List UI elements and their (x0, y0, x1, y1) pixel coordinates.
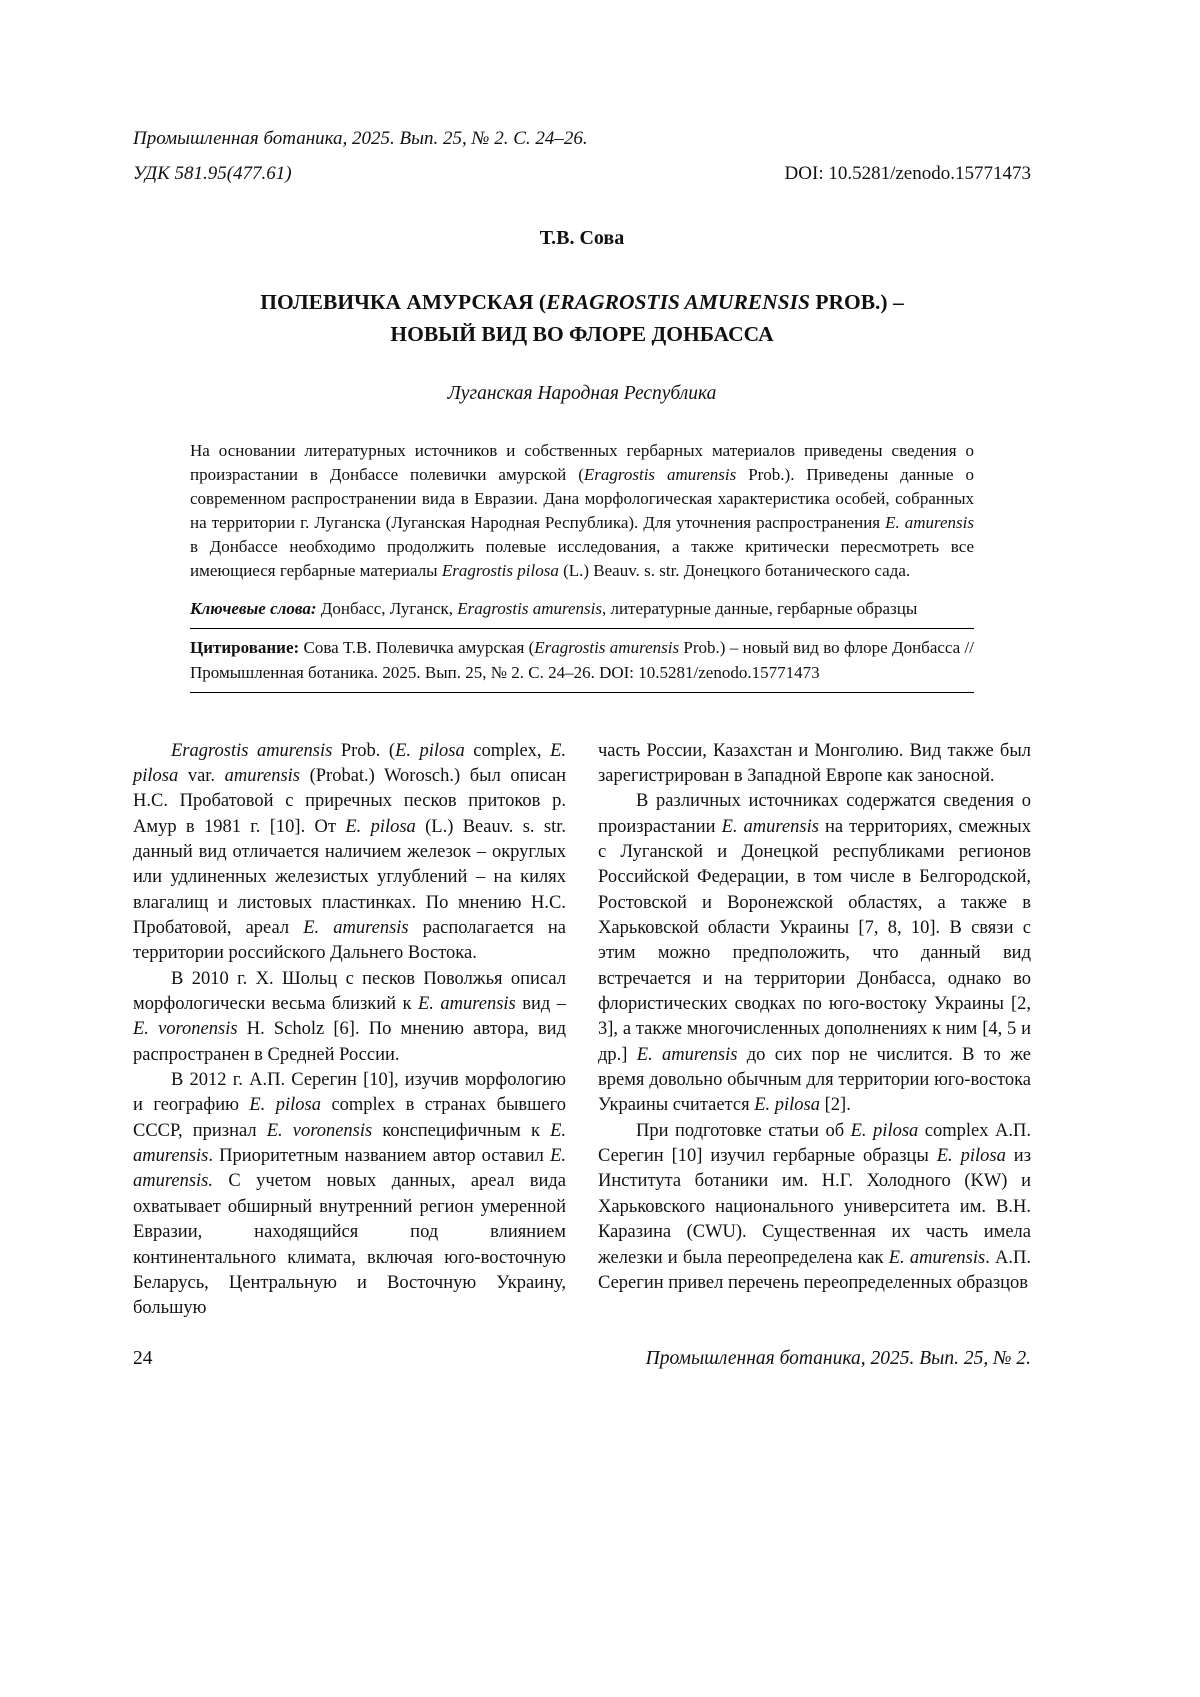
journal-header: Промышленная ботаника, 2025. Вып. 25, № 2. С. 24–26. (133, 128, 588, 149)
doi: DOI: 10.5281/zenodo.15771473 (784, 163, 1031, 184)
paragraph: В различных источниках содержатся сведения о произрастании E. amurensis на территориях, смежных с Луганской и Донецкой республиками регионов Российской Федерации, в том числе в Белгородской, Ростовской и Воронежской областях, а также в Харьковской области Украины [7, 8, 10]. В связи с этим можно предположить, что данный вид встречается и на территории Донбасса, однако во флористических сводках по юго-востоку Украины [2, 3], а также многочисленных дополнениях к ним [4, 5 и др.] E. amurensis до сих пор не числится. В то же время довольно обычным для территории юго-востока Украины считается E. pilosa [2]. (598, 791, 1031, 1116)
author-name: Т.В. Сова (539, 227, 625, 249)
paragraph: часть России, Казахстан и Монголию. Вид также был зарегистрирован в Западной Европе как заносной. (598, 740, 1031, 786)
paragraph: В 2012 г. А.П. Серегин [10], изучив морфологию и географию E. pilosa complex в странах бывшего СССР, признал E. voronensis конспецифичным к E. amurensis. Приоритетным названием автор оставил E. amurensis. С учетом новых данных, ареал вида охватывает обширный внутренний регион умеренной Евразии, находящийся под влиянием континентального климата, включая юго-восточную Беларусь, Центральную и Восточную Украину, большую (133, 1070, 567, 1319)
front-matter (190, 439, 974, 693)
udk-code: УДК 581.95(477.61) (133, 163, 292, 184)
page-number: 24 (133, 1347, 153, 1369)
paragraph: Eragrostis amurensis Prob. (E. pilosa complex, E. pilosa var. amurensis (Probat.) Worosch.) был описан Н.С. Пробатовой с приречных песков притоков р. Амур в 1981 г. [10]. От E. pilosa (L.) Beauv. s. str. данный вид отличается наличием железок – округлых или удлиненных железистых углублений – на килях влагалищ и листовых пластинках. По мнению Н.С. Пробатовой, ареал E. amurensis располагается на территории российского Дальнего Востока. (133, 740, 566, 964)
body-columns (133, 739, 1031, 1322)
abstract: На основании литературных источников и собственных гербарных материалов приведены сведения о произрастании в Донбассе полевички амурской (Eragrostis amurensis Prob.). Приведены данные о современном распространении вида в Евразии. Дана морфологическая характеристика особей, собранных на территории г. Луганска (Луганская Народная Республика). Для уточнения распространения E. amurensis в Донбассе необходимо продолжить полевые исследования, а также критически пересмотреть все имеющиеся гербарные материалы Eragrostis pilosa (L.) Beauv. s. str. Донецкого ботанического сада. (190, 440, 974, 581)
paragraph: В 2010 г. Х. Шольц с песков Поволжья описал морфологически весьма близкий к E. amurensis вид – E. voronensis H. Scholz [6]. По мнению автора, вид распространен в Средней России. (133, 968, 566, 1065)
left-column (133, 739, 566, 1322)
paragraph: При подготовке статьи об E. pilosa complex А.П. Серегин [10] изучил гербарные образцы E. pilosa из Института ботаники им. Н.Г. Холодного (KW) и Харьковского национального университета им. В.Н. Каразина (CWU). Существенная их часть имела железки и была переопределена как E. amurensis. А.П. Серегин привел перечень переопределенных образцов (598, 1120, 1032, 1293)
keywords: Ключевые слова: Донбасс, Луганск, Eragrostis amurensis, литературные данные, гербарные образцы (190, 599, 918, 619)
article-title: ПОЛЕВИЧКА АМУРСКАЯ (ERAGROSTIS AMURENSIS PROB.) – НОВЫЙ ВИД ВО ФЛОРЕ ДОНБАССА (260, 290, 904, 347)
citation: Цитирование: Сова Т.В. Полевичка амурская (Eragrostis amurensis Prob.) – новый вид во флоре Донбасса // Промышленная ботаника. 2025. Вып. 25, № 2. С. 24–26. DOI: 10.5281/zenodo.15771473 (190, 638, 975, 682)
divider (190, 692, 974, 693)
meta-row (133, 163, 1031, 185)
right-column (598, 739, 1031, 1322)
footer-journal: Промышленная ботаника, 2025. Вып. 25, № 2. (645, 1347, 1031, 1369)
divider (190, 628, 974, 629)
page-footer (133, 1348, 1031, 1370)
affiliation: Луганская Народная Республика (447, 382, 717, 404)
